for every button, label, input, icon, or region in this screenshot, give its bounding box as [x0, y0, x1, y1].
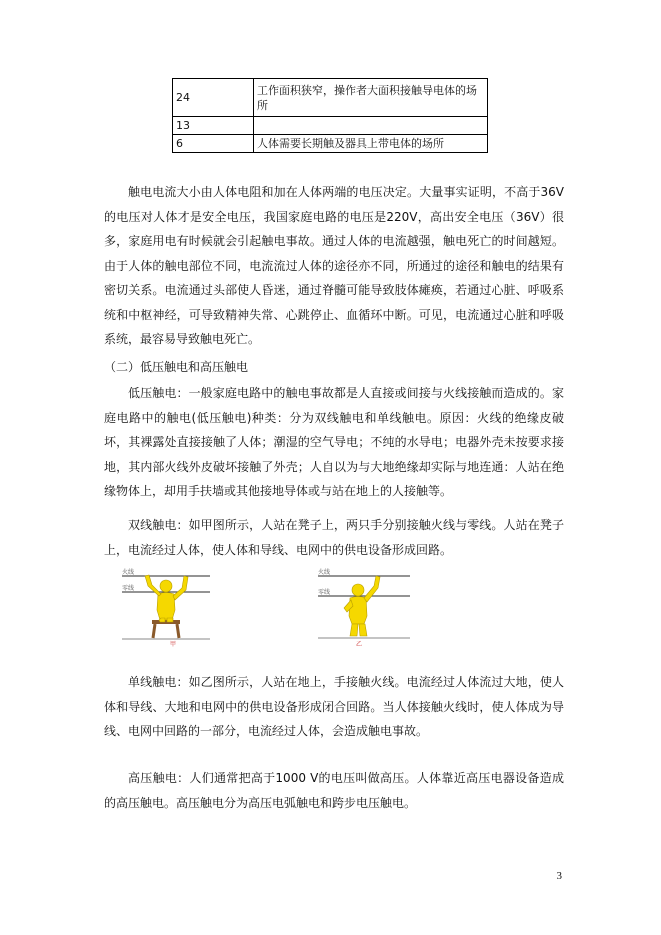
neutral-wire-label: 零线: [318, 589, 331, 596]
section-heading: （二）低压触电和高压触电: [104, 360, 249, 374]
table-row: [173, 135, 488, 153]
figure-caption: 甲: [170, 641, 177, 648]
table-row: [173, 79, 488, 117]
paragraph-single-line: 单线触电：如乙图所示，人站在地上，手接触火线。电流经过人体流过大地，使人体和导线、大地和电网中的供电设备形成闭合回路。当人体接触火线时，使人体成为导线、电网中回路的一部分，电流经过人体，会造成触电事故。: [104, 675, 564, 738]
paragraph-low-voltage: 低压触电：一般家庭电路中的触电事故都是人直接或间接与火线接触而造成的。家庭电路中的触电(低压触电)种类：分为双线触电和单线触电。原因：火线的绝缘皮破坏，其裸露处直接接触了人体；潮湿的空气导电；不纯的水导电；电器外壳未按要求接地，其内部火线外皮破坏接触了外壳；人自以为与大地绝缘却实际与地连通：人站在绝缘物体上，却用手扶墙或其他接地导体或与站在地上的人接触等。: [104, 386, 564, 498]
figure-caption: 乙: [356, 641, 363, 648]
paragraph-current: 触电电流大小由人体电阻和加在人体两端的电压决定。大量事实证明，不高于36V的电压对人体才是安全电压，我国家庭电路的电压是220V，高出安全电压（36V）很多，家庭用电有时候就会引起触电事故。通过人体的电流越强，触电死亡的时间越短。由于人体的触电部位不同，电流流过人体的途径亦不同，所通过的途径和触电的结果有密切关系。电流通过头部使人昏迷，通过脊髓可能导致肢体瘫痪，若通过心脏、呼吸系统和中枢神经，可导致精神失常、心跳停止、血循环中断。可见，电流通过心脏和呼吸系统，最容易导致触电死亡。: [104, 185, 564, 346]
table-cell-description: 人体需要长期触及器具上带电体的场所: [254, 135, 488, 153]
neutral-wire-label: 零线: [122, 585, 135, 592]
table-cell-number: 24: [173, 79, 254, 117]
figure-group: [118, 566, 418, 648]
live-wire-label: 火线: [122, 569, 135, 576]
paragraph-double-line: 双线触电：如甲图所示，人站在凳子上，两只手分别接触火线与零线。人站在凳子上，电流经过人体，使人体和导线、电网中的供电设备形成回路。: [104, 518, 564, 557]
voltage-table: [172, 78, 488, 153]
table-cell-number: 6: [173, 135, 254, 153]
table-cell-description: 工作面积狭窄，操作者大面积接触导电体的场所: [254, 79, 488, 117]
table-row: [173, 117, 488, 135]
figure-double-line: [118, 566, 213, 648]
table-cell-number: 13: [173, 117, 254, 135]
figure-single-line: [314, 566, 414, 648]
live-wire-label: 火线: [318, 569, 331, 576]
page-number: 3: [556, 870, 562, 882]
paragraph-high-voltage: 高压触电：人们通常把高于1000 V的电压叫做高压。人体靠近高压电器设备造成的高压触电。高压触电分为高压电弧触电和跨步电压触电。: [104, 771, 564, 810]
table-cell-description: [254, 117, 488, 135]
